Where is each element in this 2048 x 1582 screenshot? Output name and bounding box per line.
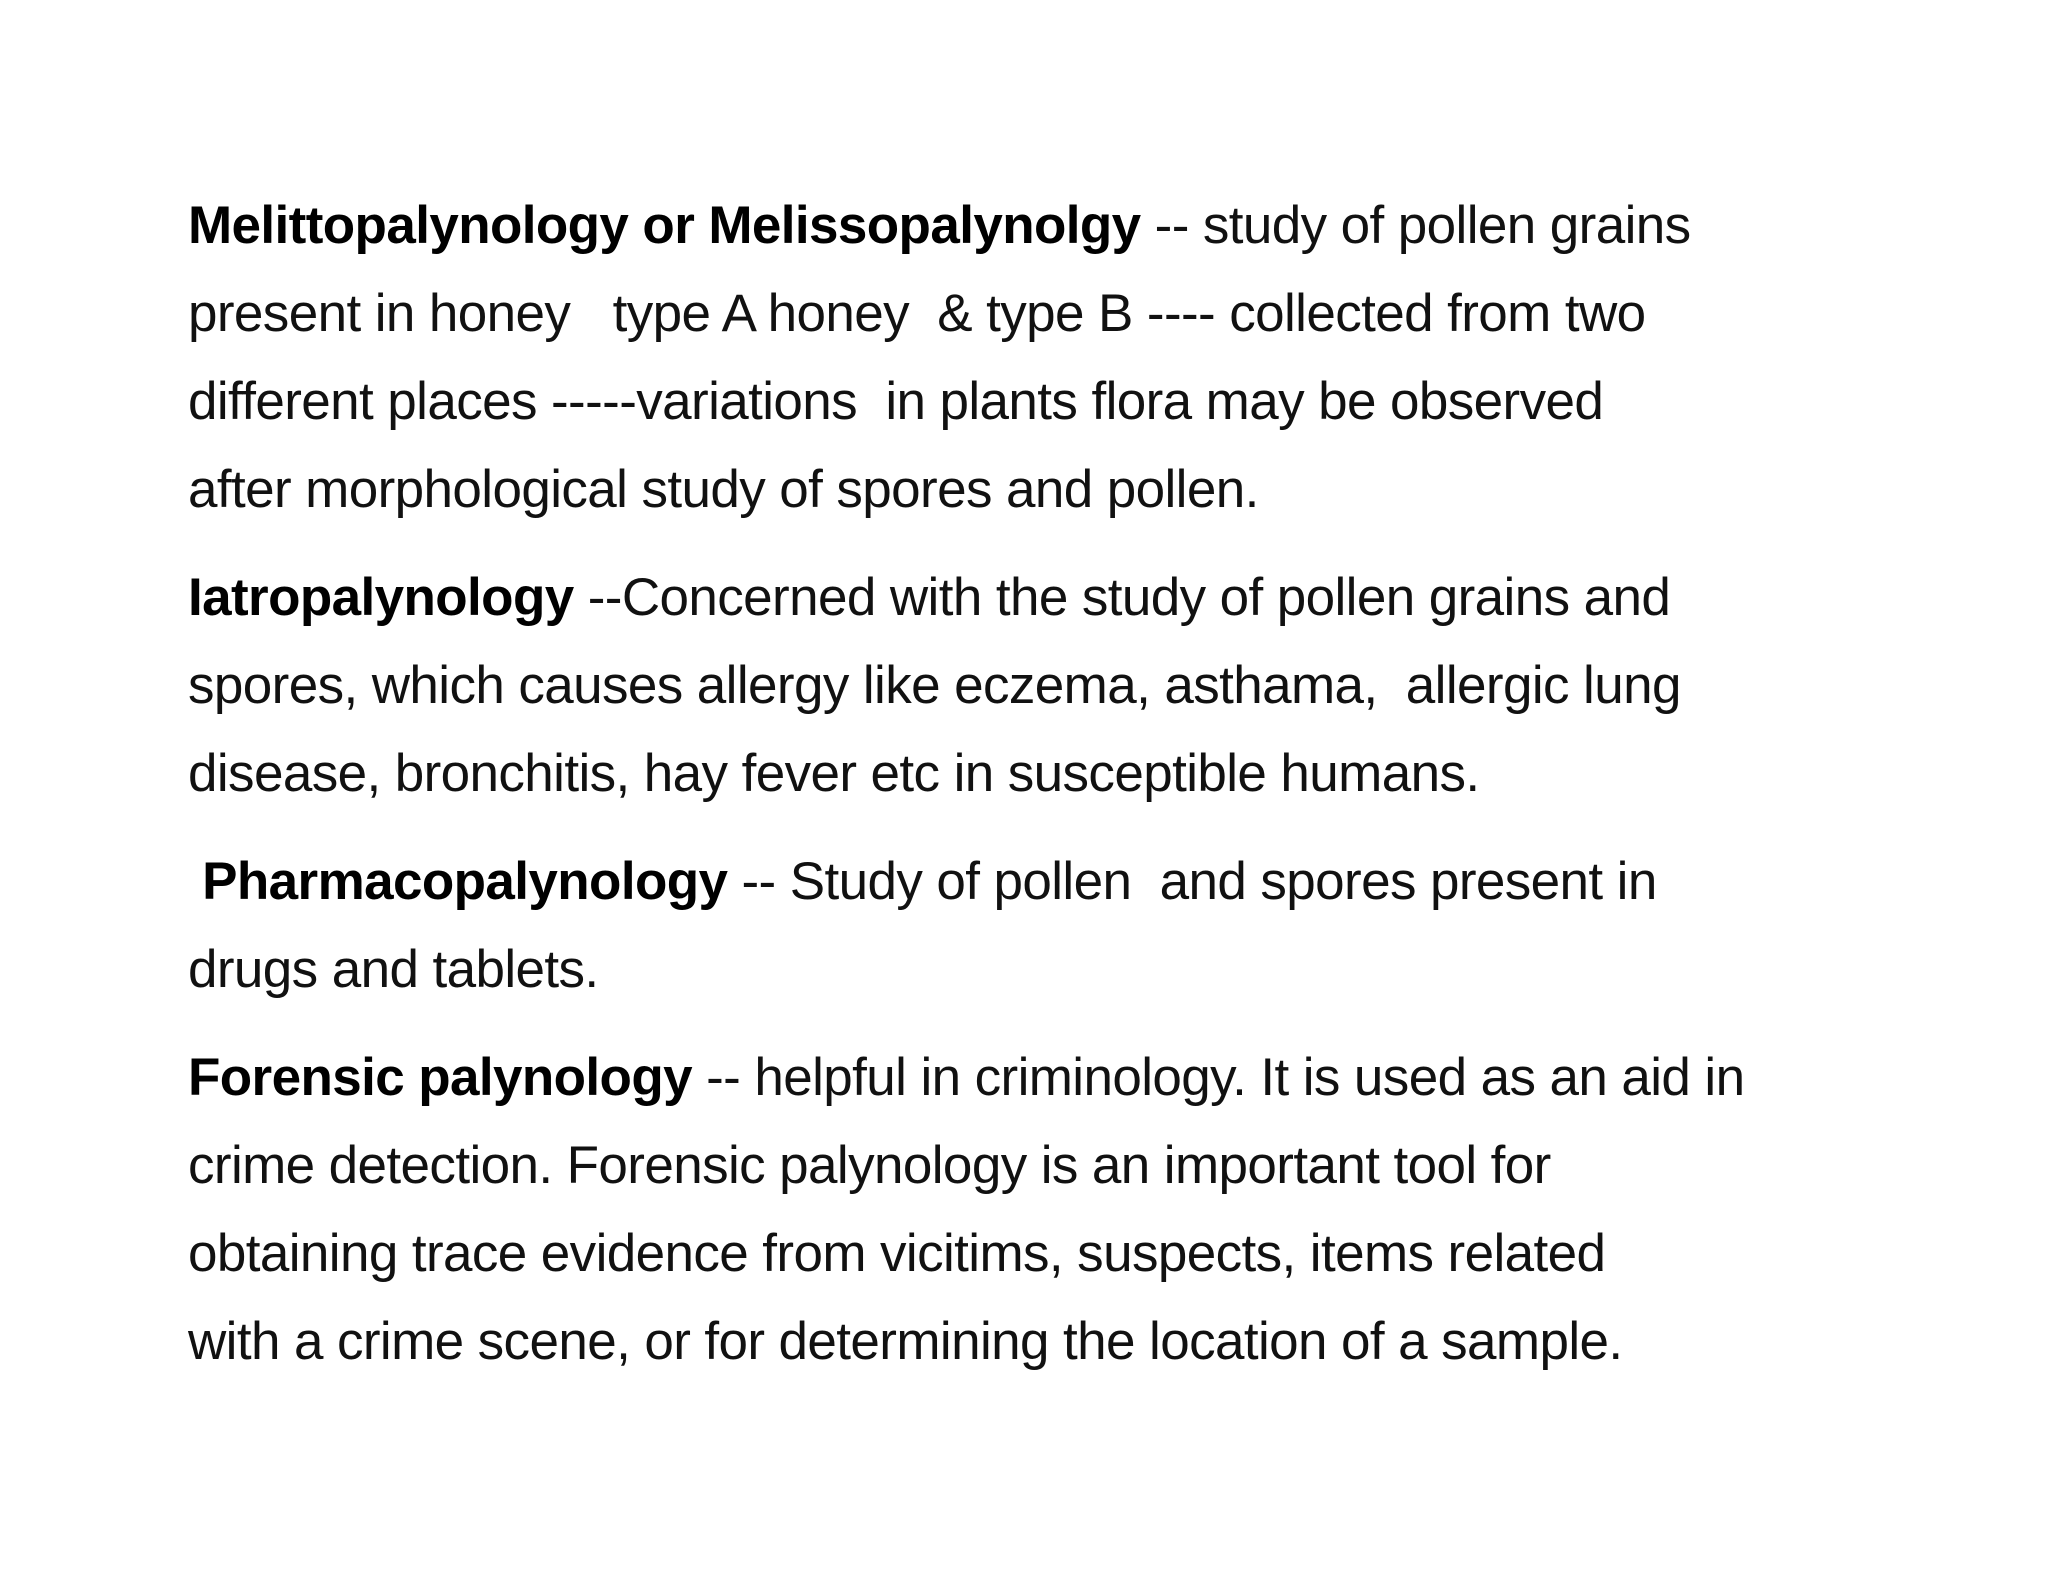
text-line	[188, 852, 1657, 912]
text-line: with a crime scene, or for determining the location of a sample.	[188, 1312, 1623, 1371]
text-line: obtaining trace evidence from vicitims, suspects, items related	[188, 1224, 1606, 1283]
term-pharmacopalynology: Pharmacopalynology	[202, 852, 728, 911]
text-line	[188, 568, 1670, 628]
term-melittopalynology: Melittopalynology or Melissopalynolgy	[188, 196, 1141, 255]
definition-text: -- study of pollen grains	[1140, 196, 1691, 255]
text-line	[188, 196, 1691, 256]
definition-text: -- helpful in criminology. It is used as an aid in	[691, 1048, 1745, 1107]
text-line	[188, 1048, 1744, 1108]
text-line: after morphological study of spores and pollen.	[188, 460, 1259, 519]
text-line: disease, bronchitis, hay fever etc in susceptible humans.	[188, 744, 1480, 803]
text-line: drugs and tablets.	[188, 940, 599, 999]
text-line: present in honey type A honey & type B ---- collected from two	[188, 284, 1646, 343]
definition-text: --Concerned with the study of pollen grains and	[573, 568, 1671, 627]
term-forensic-palynology: Forensic palynology	[188, 1048, 692, 1107]
text-line: crime detection. Forensic palynology is an important tool for	[188, 1136, 1551, 1195]
text-line: different places -----variations in plants flora may be observed	[188, 372, 1604, 431]
definition-text: -- Study of pollen and spores present in	[727, 852, 1657, 911]
text-line: spores, which causes allergy like eczema, asthama, allergic lung	[188, 656, 1681, 715]
term-iatropalynology: Iatropalynology	[188, 568, 574, 627]
leading-space	[188, 852, 202, 911]
